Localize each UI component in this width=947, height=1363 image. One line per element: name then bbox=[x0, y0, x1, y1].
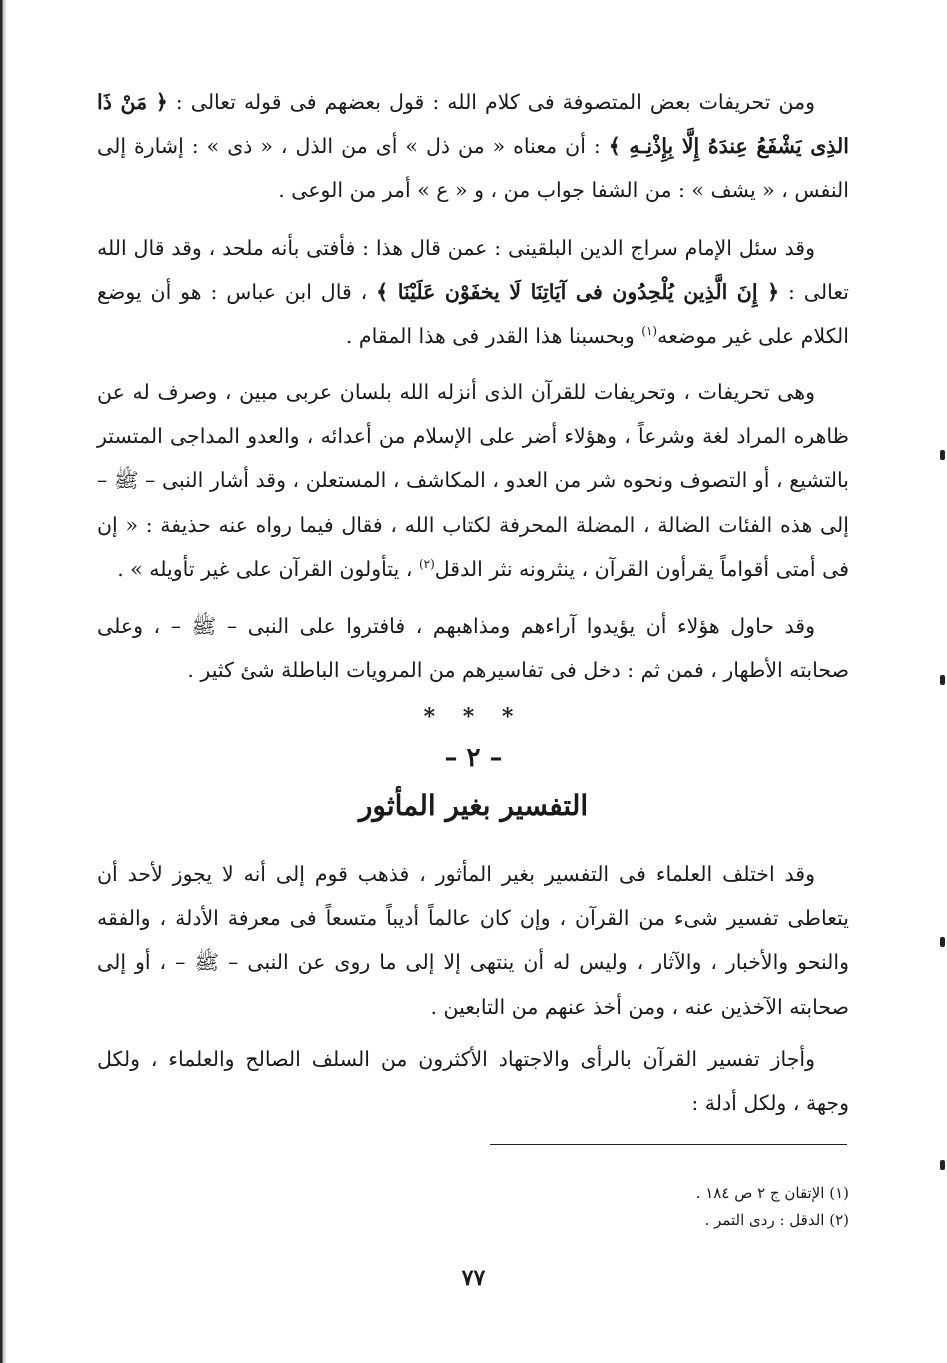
text-run: وقد سئل الإمام سراج الدين البلقينى : عمن قال هذا : فأفتى بأنه ملحد ، وقد قال الله تعالى : bbox=[97, 236, 849, 305]
text-run: وأجاز تفسير القرآن بالرأى والاجتهاد الأكثرون من السلف الصالح والعلماء ، ولكل وجهة ، ولكل أدلة : bbox=[97, 1047, 849, 1116]
paragraph-sufi-distortions bbox=[97, 80, 849, 213]
scan-edge-mark bbox=[940, 1160, 945, 1170]
quran-verse: ﴿ إِنَ الَّذِين يُلْحِدُون فى آيَاتِنَا لَا يخفَوْن عَلَيْنَا ﴾ bbox=[376, 280, 780, 305]
text-run: وبحسبنا هذا القدر فى هذا المقام . bbox=[345, 324, 642, 349]
page-number: ٧٧ bbox=[461, 1265, 486, 1291]
text-run: ، قال ابن عباس : هو أن يوضع الكلام على غير موضعه bbox=[97, 280, 849, 349]
section-number: – ٢ – bbox=[444, 743, 503, 773]
scan-edge-mark bbox=[940, 675, 945, 685]
text-run: : أن معناه « من ذل » أى من الذل ، « ذى » : إشارة إلى النفس ، « يشف » : من الشفا جواب من ، و « ع » أمر من الوعى . bbox=[97, 134, 849, 203]
footnote-divider bbox=[490, 1144, 847, 1145]
section-separator: * * * bbox=[423, 704, 524, 730]
scan-binding-edge bbox=[0, 0, 7, 1363]
footnote: (٢) الدقل : ردى التمر . bbox=[704, 1211, 849, 1229]
text-run: وقد حاول هؤلاء أن يؤيدوا آراءهم ومذاهبهم ، فافتروا على النبى – ﷺ – ، وعلى صحابته الأطهار ، فمن ثم : دخل فى تفاسيرهم من المرويات الباطلة شئ كثير . bbox=[97, 614, 849, 683]
paragraph-permitted-opinion bbox=[97, 1037, 849, 1125]
paragraph-bulqini-fatwa bbox=[97, 226, 849, 359]
text-run: ومن تحريفات بعض المتصوفة فى كلام الله : قول بعضهم فى قوله تعالى : bbox=[167, 90, 815, 114]
paragraph-fabricated-narrations bbox=[97, 604, 849, 692]
footnotes bbox=[429, 1180, 849, 1234]
scan-edge-mark bbox=[940, 937, 945, 947]
footnote-marker: (١) bbox=[641, 324, 658, 339]
footnote-marker: (٢) bbox=[418, 556, 435, 571]
text-run: ، يتأولون القرآن على غير تأويله » . bbox=[117, 556, 419, 581]
paragraph-scholars-disagreement bbox=[97, 852, 849, 1029]
quran-verse: ﴿ مَنْ ذَا الذِى يَشْفَعُ عِندَهُ إِلَّا بِإِذْنِـهِ ﴾ bbox=[97, 90, 849, 159]
footnote: (١) الإتقان ج ٢ ص ١٨٤ . bbox=[695, 1184, 849, 1202]
paragraph-hadith-hudhayfa bbox=[97, 370, 849, 591]
text-run: وهى تحريفات ، وتحريفات للقرآن الذى أنزله الله بلسان عربى مبين ، وصرف له عن ظاهره المراد لغة وشرعاً ، وهؤلاء أضر على الإسلام من أعدائه ، والعدو المداجى المتستر بالتشيع ، أو التصوف ونحوه شر من العدو ، المكاشف ، المستعلن ، وقد أشار النبى – ﷺ – إلى هذه الفئات الضالة ، المضلة المحرفة لكتاب الله ، فقال فيما رواه عنه حذيفة : « إن فى أمتى أقواماً يقرأون القرآن ، ينثرونه نثر الدقل bbox=[97, 380, 849, 581]
section-title: التفسير بغير المأثور bbox=[358, 789, 589, 822]
text-run: وقد اختلف العلماء فى التفسير بغير المأثور ، فذهب قوم إلى أنه لا يجوز لأحد أن يتعاطى تفسير شىء من القرآن ، وإن كان عالماً أديباً متسعاً فى معرفة الأدلة ، والفقه والنحو والأخبار ، والآثار ، وليس له أن ينتهى إلا إلى ما روى عن النبى – ﷺ – ، أو إلى صحابته الآخذين عنه ، ومن أخذ عنهم من التابعين . bbox=[97, 862, 849, 1019]
scan-edge-mark bbox=[940, 450, 945, 460]
